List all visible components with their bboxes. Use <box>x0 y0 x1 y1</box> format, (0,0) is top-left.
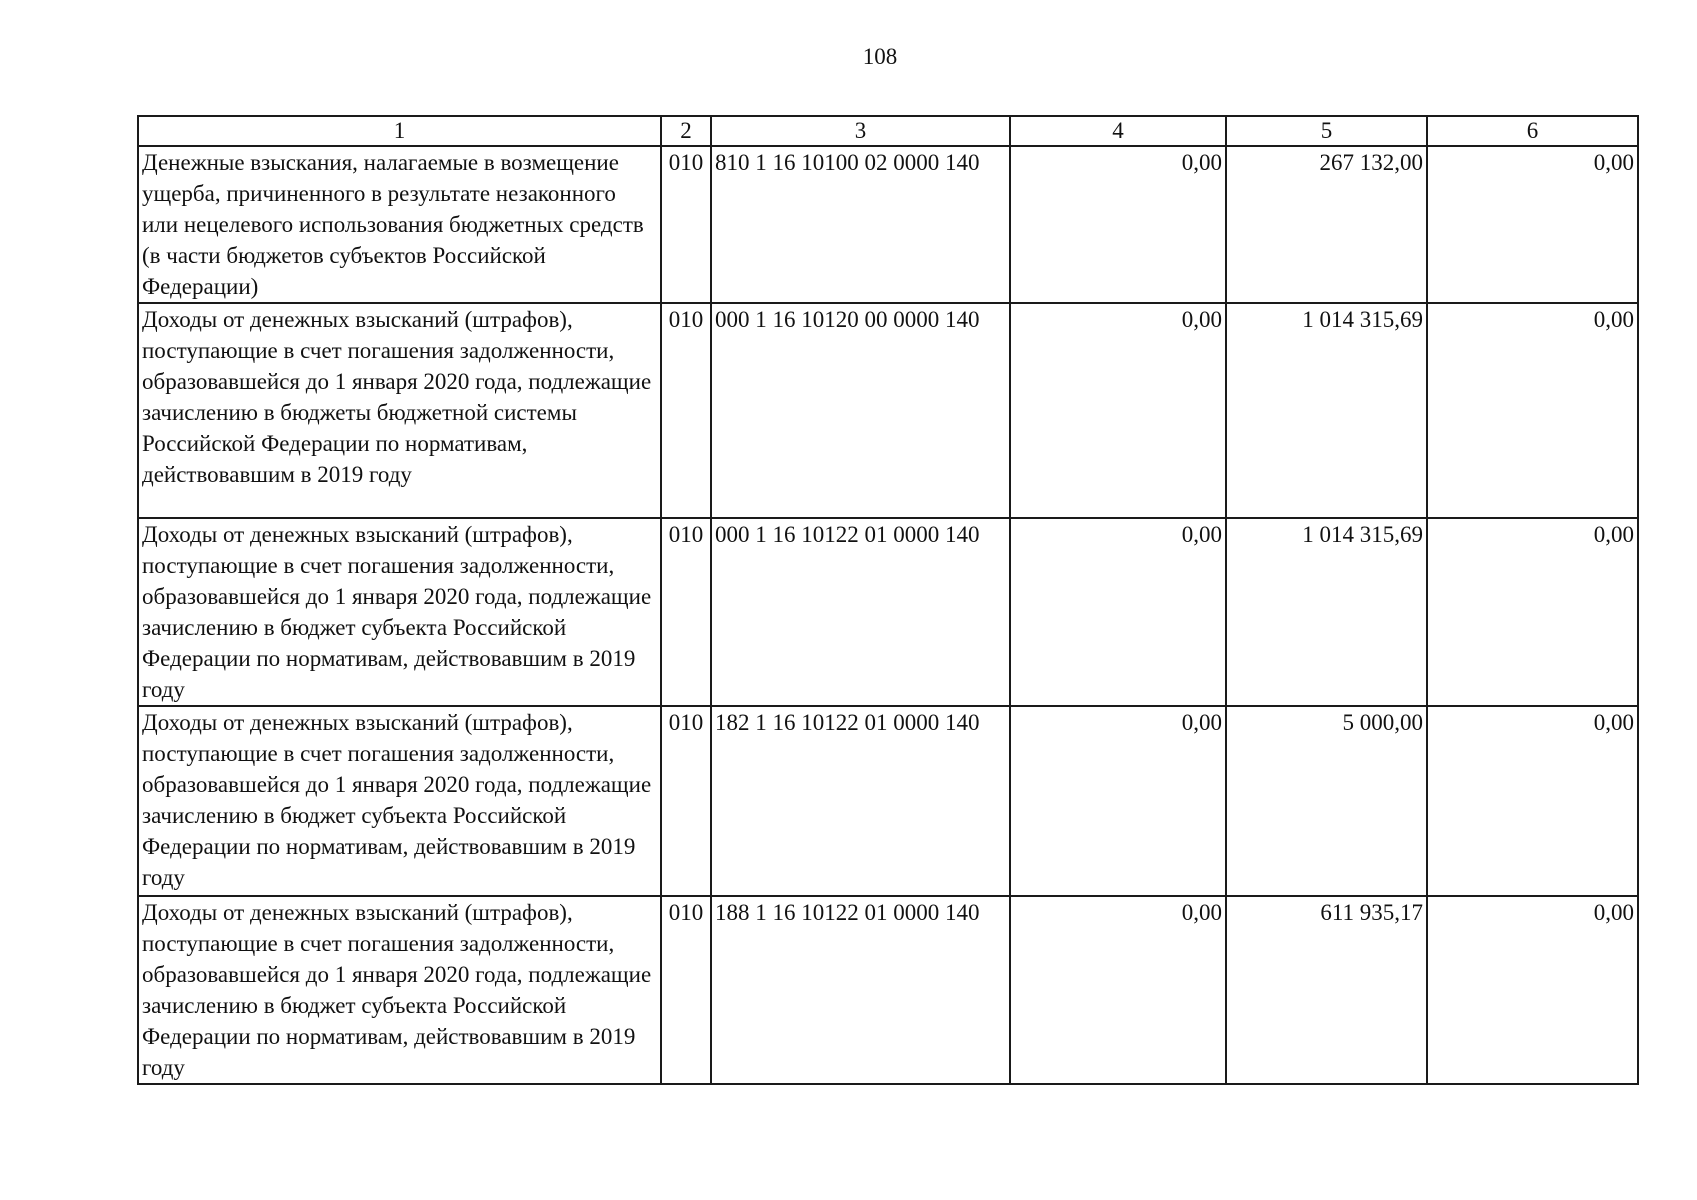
row-value-col5: 267 132,00 <box>1226 146 1427 303</box>
row-name: Доходы от денежных взысканий (штрафов), поступающие в счет погашения задолженности, образовавшейся до 1 января 2020 года, подлежащие зачислению в бюджет субъекта Российской Федерации по нормативам, действовавшим в 2019 году <box>138 518 661 706</box>
row-line-code: 010 <box>661 706 711 896</box>
row-value-col5: 1 014 315,69 <box>1226 303 1427 518</box>
row-value-col4: 0,00 <box>1010 706 1226 896</box>
table-row <box>138 518 1638 706</box>
row-value-col4: 0,00 <box>1010 303 1226 518</box>
row-name: Доходы от денежных взысканий (штрафов), поступающие в счет погашения задолженности, образовавшейся до 1 января 2020 года, подлежащие зачислению в бюджет субъекта Российской Федерации по нормативам, действовавшим в 2019 году <box>138 706 661 896</box>
row-budget-code: 000 1 16 10120 00 0000 140 <box>711 303 1010 518</box>
row-line-code: 010 <box>661 896 711 1084</box>
column-header-3: 3 <box>711 116 1010 146</box>
row-value-col5: 611 935,17 <box>1226 896 1427 1084</box>
row-value-col4: 0,00 <box>1010 896 1226 1084</box>
row-name: Доходы от денежных взысканий (штрафов), поступающие в счет погашения задолженности, образовавшейся до 1 января 2020 года, подлежащие зачислению в бюджет субъекта Российской Федерации по нормативам, действовавшим в 2019 году <box>138 896 661 1084</box>
column-header-5: 5 <box>1226 116 1427 146</box>
column-header-4: 4 <box>1010 116 1226 146</box>
row-budget-code: 182 1 16 10122 01 0000 140 <box>711 706 1010 896</box>
column-header-1: 1 <box>138 116 661 146</box>
row-value-col6: 0,00 <box>1427 303 1638 518</box>
row-budget-code: 000 1 16 10122 01 0000 140 <box>711 518 1010 706</box>
table-row <box>138 896 1638 1084</box>
row-line-code: 010 <box>661 146 711 303</box>
row-value-col5: 1 014 315,69 <box>1226 518 1427 706</box>
row-value-col6: 0,00 <box>1427 706 1638 896</box>
table-row <box>138 706 1638 896</box>
row-line-code: 010 <box>661 518 711 706</box>
table-row <box>138 303 1638 518</box>
row-line-code: 010 <box>661 303 711 518</box>
row-value-col4: 0,00 <box>1010 518 1226 706</box>
row-value-col6: 0,00 <box>1427 146 1638 303</box>
row-budget-code: 810 1 16 10100 02 0000 140 <box>711 146 1010 303</box>
row-value-col5: 5 000,00 <box>1226 706 1427 896</box>
table-header-row <box>138 116 1638 146</box>
column-header-6: 6 <box>1427 116 1638 146</box>
budget-revenue-table <box>137 115 1639 1085</box>
row-name: Денежные взыскания, налагаемые в возмещение ущерба, причиненного в результате незаконного или нецелевого использования бюджетных средств (в части бюджетов субъектов Российской Федерации) <box>138 146 661 303</box>
row-name: Доходы от денежных взысканий (штрафов), поступающие в счет погашения задолженности, образовавшейся до 1 января 2020 года, подлежащие зачислению в бюджеты бюджетной системы Российской Федерации по нормативам, действовавшим в 2019 году <box>138 303 661 518</box>
row-budget-code: 188 1 16 10122 01 0000 140 <box>711 896 1010 1084</box>
row-value-col4: 0,00 <box>1010 146 1226 303</box>
row-value-col6: 0,00 <box>1427 896 1638 1084</box>
table-row <box>138 146 1638 303</box>
row-value-col6: 0,00 <box>1427 518 1638 706</box>
page-number: 108 <box>862 44 898 69</box>
column-header-2: 2 <box>661 116 711 146</box>
